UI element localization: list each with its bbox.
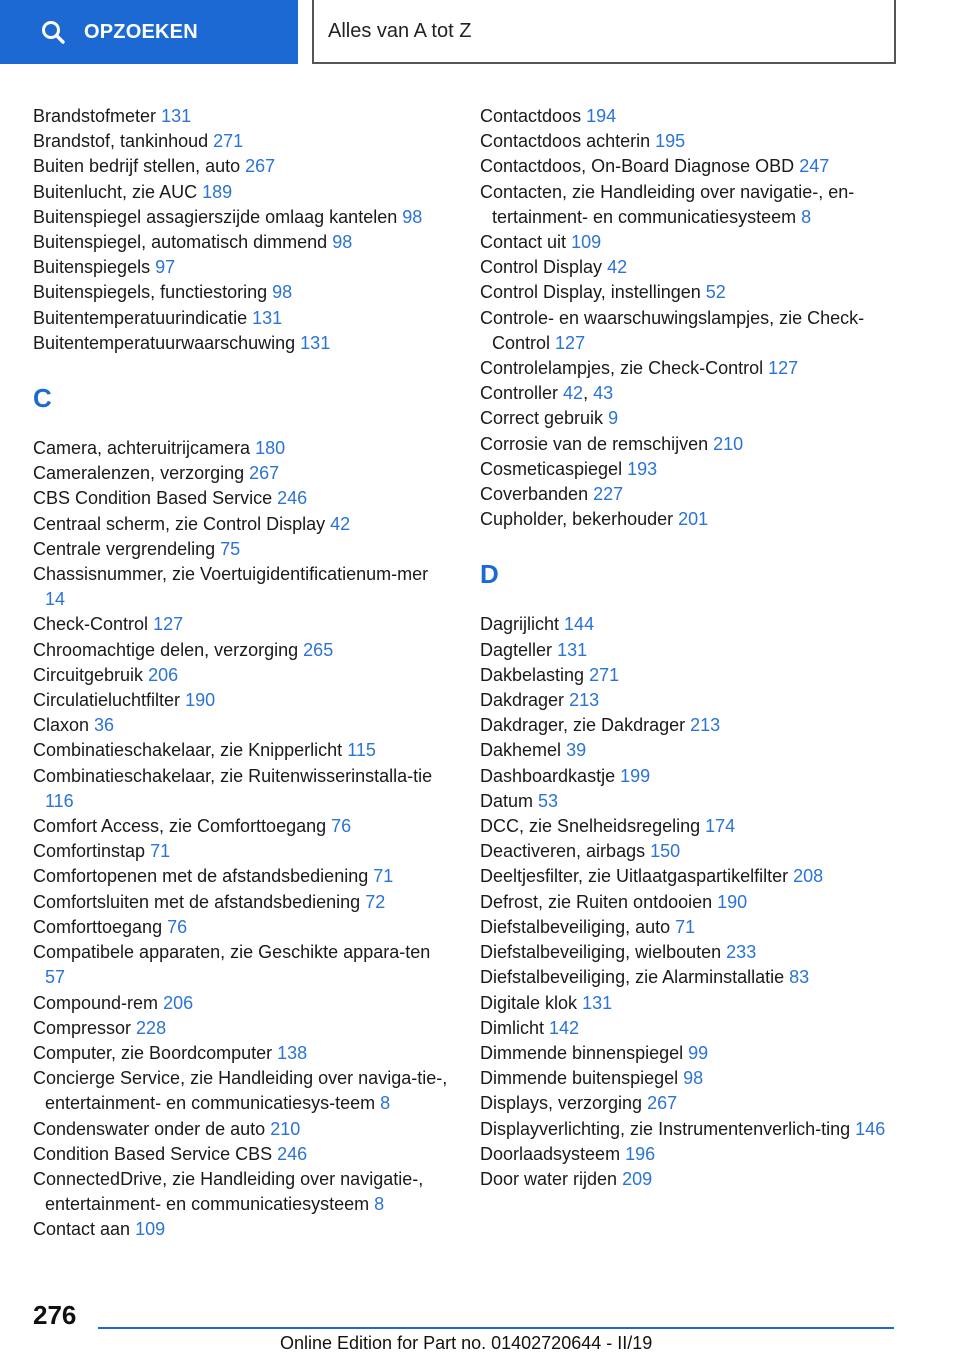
index-entry [480,713,900,738]
index-entry [33,154,453,179]
index-entry-term: Concierge Service, zie Handleiding over naviga-tie-, entertainment- en communicatiesys-teem [33,1068,448,1114]
index-entry-term: Dashboardkastje [480,765,616,786]
search-icon [40,19,66,45]
page-reference-link[interactable]: 8 [801,206,812,227]
page-reference-link[interactable]: 138 [277,1042,308,1063]
index-entry-term: Cosmeticaspiegel [480,458,623,479]
index-entry [33,612,453,637]
index-entry [480,839,900,864]
page-reference-link[interactable]: 146 [855,1118,886,1139]
page-reference-link[interactable]: 267 [647,1093,678,1114]
index-entry-term: Buitenspiegels, functiestoring [33,282,268,303]
index-entry-term: Contactdoos achterin [480,131,651,152]
page-reference-link[interactable]: 9 [608,408,619,429]
index-entry [33,129,453,154]
page-reference-link[interactable]: 109 [571,232,602,253]
index-entry [480,1066,900,1091]
index-column-right [480,104,900,1192]
index-entry-term: Buitenlucht, zie AUC [33,181,198,202]
index-entry-term: Dagteller [480,639,553,660]
index-entry-term: Defrost, zie Ruiten ontdooien [480,891,713,912]
page-reference-link[interactable]: 98 [402,206,423,227]
page-reference-link[interactable]: 76 [331,816,352,837]
page-reference-link[interactable]: 127 [555,332,586,353]
index-entry-term: Centraal scherm, zie Control Display [33,513,326,534]
index-entry-term: Circuitgebruik [33,664,144,685]
index-entry [480,940,900,965]
page-reference-link[interactable]: 210 [713,433,744,454]
page-reference-link[interactable]: 42 [330,513,351,534]
page-reference-link[interactable]: 98 [683,1068,704,1089]
page-reference-link[interactable]: 76 [167,916,188,937]
index-entry [33,230,453,255]
index-entry-term: Compatibele apparaten, zie Geschikte appara-ten [33,942,431,963]
page-reference-link[interactable]: 39 [566,740,587,761]
index-entry-term: Contactdoos, On-Board Diagnose OBD [480,156,795,177]
index-entry [480,306,900,356]
page-reference-link[interactable]: 142 [549,1017,580,1038]
index-entry-term: Controller [480,383,559,404]
index-entry [33,537,453,562]
index-entry [33,738,453,763]
index-entry [33,1117,453,1142]
page-reference-link[interactable]: 199 [620,765,651,786]
page-reference-link[interactable]: 247 [799,156,830,177]
page-reference-link[interactable]: 43 [593,383,614,404]
index-entry [33,1142,453,1167]
page-reference-link[interactable]: 8 [374,1194,385,1215]
index-entry [480,890,900,915]
page-reference-link[interactable]: 42 [563,383,584,404]
page-reference-link[interactable]: 99 [688,1042,709,1063]
page-reference-link[interactable]: 14 [45,589,66,610]
page-reference-link[interactable]: 72 [365,891,386,912]
index-entry-term: Displayverlichting, zie Instrumentenverlich-ting [480,1118,851,1139]
index-entry-term: Buiten bedrijf stellen, auto [33,156,241,177]
index-entry-term: Digitale klok [480,992,578,1013]
index-entry-term: Doorlaadsysteem [480,1143,621,1164]
page-reference-link[interactable]: 209 [622,1168,653,1189]
index-entry [480,356,900,381]
index-entry [33,512,453,537]
page-reference-link[interactable]: 83 [789,967,810,988]
index-entry [33,940,453,990]
page-reference-link[interactable]: 246 [277,488,308,509]
page-reference-link[interactable]: 98 [332,232,353,253]
page-reference-link[interactable]: 36 [94,715,115,736]
index-entry-term: Comfort Access, zie Comforttoegang [33,816,327,837]
index-entry-term: Circulatieluchtfilter [33,690,181,711]
index-entry [480,789,900,814]
index-entry-term: Controlelampjes, zie Check-Control [480,358,764,379]
index-entry [480,1167,900,1192]
index-entry-term: Datum [480,790,534,811]
page-reference-link[interactable]: 194 [586,106,617,126]
page-reference-link[interactable]: 201 [678,509,709,530]
index-entry-term: Buitentemperatuurindicatie [33,307,248,328]
index-entry-term: Computer, zie Boordcomputer [33,1042,273,1063]
index-entry [33,638,453,663]
index-entry [480,965,900,990]
index-entry [33,1167,453,1217]
page-reference-link[interactable]: 71 [675,916,696,937]
index-entry [480,612,900,637]
index-entry-term: Brandstofmeter [33,106,157,126]
index-entry-term: Control Display, instellingen [480,282,701,303]
page-reference-link[interactable]: 75 [220,538,241,559]
index-entry-term: Combinatieschakelaar, zie Ruitenwisserinstalla-tie [33,765,433,786]
index-entry-term: Brandstof, tankinhoud [33,131,209,152]
index-entry-term: Door water rijden [480,1168,618,1189]
index-entry-term: Buitenspiegel, automatisch dimmend [33,232,328,253]
page-reference-link[interactable]: 233 [726,942,757,963]
section-letter-heading: D [480,559,499,590]
page-reference-link[interactable]: 208 [793,866,824,887]
index-entry-term: Coverbanden [480,484,589,505]
index-entry [480,104,900,129]
index-entry-term: ConnectedDrive, zie Handleiding over navigatie-, entertainment- en communicatiesysteem [33,1168,424,1215]
index-entry [480,129,900,154]
index-entry-term: Dimmende binnenspiegel [480,1042,684,1063]
page-reference-link[interactable]: 228 [136,1017,167,1038]
page-reference-link[interactable]: 115 [347,740,376,761]
page-reference-link[interactable]: 127 [153,614,184,635]
index-entry-term: Contactdoos [480,106,582,126]
index-entry [480,482,900,507]
index-entry [480,255,900,280]
index-entry [33,306,453,331]
index-entry [33,1217,453,1242]
index-entry-term: Compressor [33,1017,132,1038]
index-entry [33,915,453,940]
index-entry [33,991,453,1016]
index-entry [480,457,900,482]
index-entry [480,738,900,763]
page-reference-link[interactable]: 196 [625,1143,656,1164]
page-reference-link[interactable]: 265 [303,639,334,660]
index-entry [480,406,900,431]
page-reference-link[interactable]: 210 [270,1118,301,1139]
index-entry [33,663,453,688]
index-entry [480,764,900,789]
index-entry-term: Displays, verzorging [480,1093,643,1114]
index-entry-term: Centrale vergrendeling [33,538,216,559]
index-entry-term: Dimmende buitenspiegel [480,1068,679,1089]
index-entry [33,280,453,305]
page-reference-link[interactable]: 131 [300,332,331,353]
page-reference-link[interactable]: 246 [277,1143,308,1164]
index-entry [33,839,453,864]
index-entry [33,814,453,839]
page-reference-link[interactable]: 267 [249,463,280,484]
page-reference-link[interactable]: 116 [45,790,74,811]
index-entry-term: Dimlicht [480,1017,545,1038]
header [0,0,960,66]
index-entry [33,436,453,461]
page-reference-link[interactable]: 180 [255,438,286,459]
page-reference-link[interactable]: 227 [593,484,624,505]
index-entry-term: Contact aan [33,1219,131,1240]
page-reference-link[interactable]: 131 [161,106,192,126]
index-entry [480,1091,900,1116]
index-entry [33,205,453,230]
page-reference-link[interactable]: 144 [564,614,595,635]
index-column-left [33,104,453,1243]
page-reference-link[interactable]: 71 [373,866,394,887]
index-entry: Controller 42, 43 [480,383,614,404]
index-entry-term: Controle- en waarschuwingslampjes, zie Check-Control [480,307,865,353]
page-number: 276 [33,1300,77,1330]
index-entry [480,230,900,255]
page-reference-link[interactable]: 98 [272,282,293,303]
index-entry [480,1142,900,1167]
index-entry [480,991,900,1016]
page-reference-link[interactable]: 190 [185,690,216,711]
index-entry-term: Contacten, zie Handleiding over navigatie-, en-tertainment- en communicatiesysteem [480,181,855,227]
index-entry-term: Dakdrager [480,690,565,711]
page-reference-link[interactable]: 131 [252,307,283,328]
index-entry [33,713,453,738]
index-entry [480,688,900,713]
index-entry-term: Dakdrager, zie Dakdrager [480,715,686,736]
index-entry-term: Contact uit [480,232,567,253]
index-entry [480,280,900,305]
index-entry [33,688,453,713]
index-entry [33,1016,453,1041]
index-entry-term: Chassisnummer, zie Voertuigidentificatienum-mer [33,564,429,585]
page-reference-link[interactable]: 53 [538,790,559,811]
index-entry-term: Comfortopenen met de afstandsbediening [33,866,369,887]
index-entry [480,432,900,457]
index-entry-term: Comfortinstap [33,841,146,862]
index-entry [33,562,453,612]
index-entry-term: CBS Condition Based Service [33,488,273,509]
page-reference-link[interactable]: 52 [705,282,726,303]
index-entry [33,764,453,814]
index-entry [33,180,453,205]
edition-footer: Online Edition for Part no. 01402720644 - II/19 [280,1333,653,1353]
page-reference-link[interactable]: 190 [717,891,748,912]
page-reference-link[interactable]: 150 [650,841,681,862]
index-entry-term: Control Display [480,257,603,278]
index-entry-term: Corrosie van de remschijven [480,433,709,454]
index-entry-term: Claxon [33,715,90,736]
index-entry-term: Buitenspiegel assagierszijde omlaag kantelen [33,206,398,227]
page-reference-link[interactable]: 213 [690,715,721,736]
index-entry [480,638,900,663]
index-entry [480,154,900,179]
page-reference-link[interactable]: 271 [213,131,244,152]
index-entry [480,180,900,230]
index-entry-term: Compound-rem [33,992,159,1013]
index-entry [480,1117,900,1142]
index-entry [33,1041,453,1066]
page-reference-link[interactable]: 195 [655,131,686,152]
index-entry-term: Buitentemperatuurwaarschuwing [33,332,296,353]
index-entry-term: Cameralenzen, verzorging [33,463,245,484]
index-entry [33,890,453,915]
page-reference-link[interactable]: 127 [768,358,799,379]
page-reference-link[interactable]: 71 [150,841,171,862]
index-entry [480,814,900,839]
index-entry [480,1016,900,1041]
index-entry-term: Chroomachtige delen, verzorging [33,639,299,660]
index-entry [480,915,900,940]
index-entry-term: Dakbelasting [480,664,585,685]
index-entry [33,461,453,486]
index-entry-term: Condition Based Service CBS [33,1143,273,1164]
footer-divider [98,1327,894,1329]
index-entry-term: Diefstalbeveiliging, wielbouten [480,942,722,963]
page-reference-link[interactable]: 8 [380,1093,391,1114]
index-entry-term: Deactiveren, airbags [480,841,646,862]
index-entry [480,864,900,889]
index-entry [480,507,900,532]
index-entry-term: Combinatieschakelaar, zie Knipperlicht [33,740,343,761]
index-entry-term: Comforttoegang [33,916,163,937]
index-entry-term: DCC, zie Snelheidsregeling [480,816,701,837]
index-entry-term: Cupholder, bekerhouder [480,509,674,530]
index-entry-term: Correct gebruik [480,408,604,429]
index-entry-term: Diefstalbeveiliging, auto [480,916,671,937]
page-reference-link[interactable]: 189 [202,181,233,202]
page-reference-link[interactable]: 57 [45,967,66,988]
page-reference-link[interactable]: 97 [155,257,176,278]
index-entry-term: Diefstalbeveiliging, zie Alarminstallatie [480,967,785,988]
page-reference-link[interactable]: 42 [607,257,628,278]
index-entry-term: Camera, achteruitrijcamera [33,438,251,459]
page-reference-link[interactable]: 193 [627,458,658,479]
page-reference-link[interactable]: 206 [148,664,179,685]
section-letter-heading: C [33,383,52,414]
page-reference-link[interactable]: 131 [557,639,588,660]
index-entry-term: Comfortsluiten met de afstandsbediening [33,891,361,912]
index-entry-term: Dakhemel [480,740,562,761]
index-entry-term: Buitenspiegels [33,257,151,278]
index-entry-term: Deeltjesfilter, zie Uitlaatgaspartikelfilter [480,866,789,887]
page-reference-link[interactable]: 213 [569,690,600,711]
index-entry [480,663,900,688]
index-entry [33,331,453,356]
index-entry [33,486,453,511]
index-entry [33,1066,453,1116]
page-reference-link[interactable]: 131 [582,992,613,1013]
index-entry [33,255,453,280]
section-title: Alles van A tot Z [312,0,896,64]
index-entry-term: Dagrijlicht [480,614,560,635]
page-reference-link[interactable]: 271 [589,664,620,685]
index-entry [480,1041,900,1066]
page-reference-link[interactable]: 267 [245,156,276,177]
index-entry-term: Check-Control [33,614,149,635]
page-reference-link[interactable]: 206 [163,992,194,1013]
search-button-label: OPZOEKEN [84,20,198,43]
index-entry [33,864,453,889]
index-entry [33,104,453,129]
search-button[interactable] [0,0,298,64]
index-entry-term: Condenswater onder de auto [33,1118,266,1139]
page-reference-link[interactable]: 109 [135,1219,166,1240]
page-reference-link[interactable]: 174 [705,816,736,837]
